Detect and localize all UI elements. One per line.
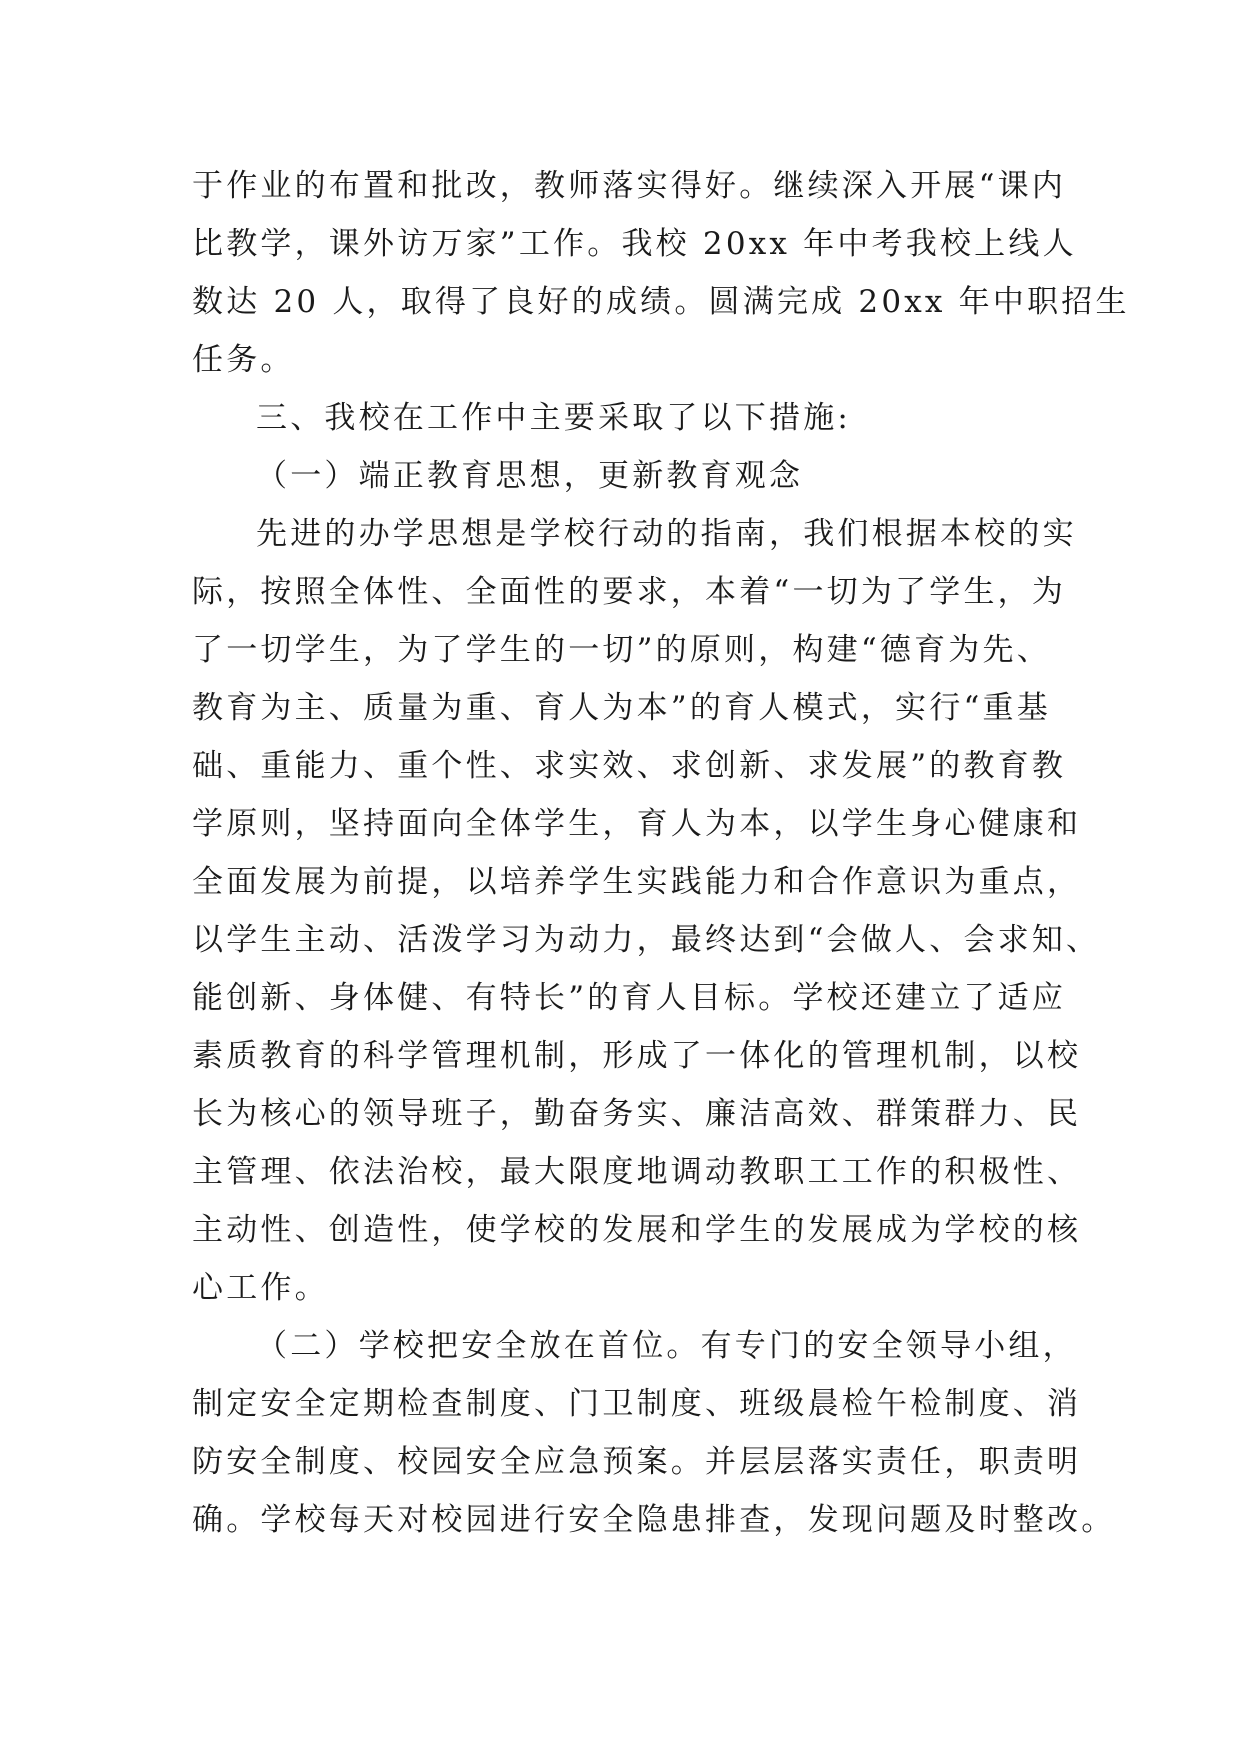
text-line: 确。学校每天对校园进行安全隐患排查，发现问题及时整改。 [192,1502,1116,1538]
text-line: 心工作。 [192,1270,329,1306]
section-heading: 三、我校在工作中主要采取了以下措施: [256,400,852,436]
text-line: 于作业的布置和批改，教师落实得好。继续深入开展“课内 [192,168,1067,204]
text-line: 主管理、依法治校，最大限度地调动教职工工作的积极性、 [192,1154,1082,1190]
subsection-heading: （一）端正教育思想，更新教育观念 [256,458,804,494]
text-line: 了一切学生，为了学生的一切”的原则，构建“德育为先、 [192,632,1051,668]
text-line: 际，按照全体性、全面性的要求，本着“一切为了学生，为 [192,574,1067,610]
text-line: 础、重能力、重个性、求实效、求创新、求发展”的教育教 [192,748,1067,784]
text-line: 长为核心的领导班子，勤奋务实、廉洁高效、群策群力、民 [192,1096,1082,1132]
text-line: 以学生主动、活泼学习为动力，最终达到“会做人、会求知、 [192,922,1101,958]
subsection-paragraph-start: （二）学校把安全放在首位。有专门的安全领导小组， [256,1328,1077,1364]
text-line: 教育为主、质量为重、育人为本”的育人模式，实行“重基 [192,690,1051,726]
text-line: 防安全制度、校园安全应急预案。并层层落实责任，职责明 [192,1444,1082,1480]
text-line: 先进的办学思想是学校行动的指南，我们根据本校的实 [256,516,1077,552]
text-line: 主动性、创造性，使学校的发展和学生的发展成为学校的核 [192,1212,1082,1248]
text-line: 比教学，课外访万家”工作。我校 20xx 年中考我校上线人 [192,226,1077,262]
text-line: 全面发展为前提，以培养学生实践能力和合作意识为重点， [192,864,1082,900]
text-line: 数达 20 人，取得了良好的成绩。圆满完成 20xx 年中职招生 [192,284,1130,320]
text-line: 学原则，坚持面向全体学生，育人为本，以学生身心健康和 [192,806,1082,842]
text-line: 素质教育的科学管理机制，形成了一体化的管理机制，以校 [192,1038,1082,1074]
text-line: 能创新、身体健、有特长”的育人目标。学校还建立了适应 [192,980,1067,1016]
text-line: 任务。 [192,342,295,378]
text-line: 制定安全定期检查制度、门卫制度、班级晨检午检制度、消 [192,1386,1082,1422]
